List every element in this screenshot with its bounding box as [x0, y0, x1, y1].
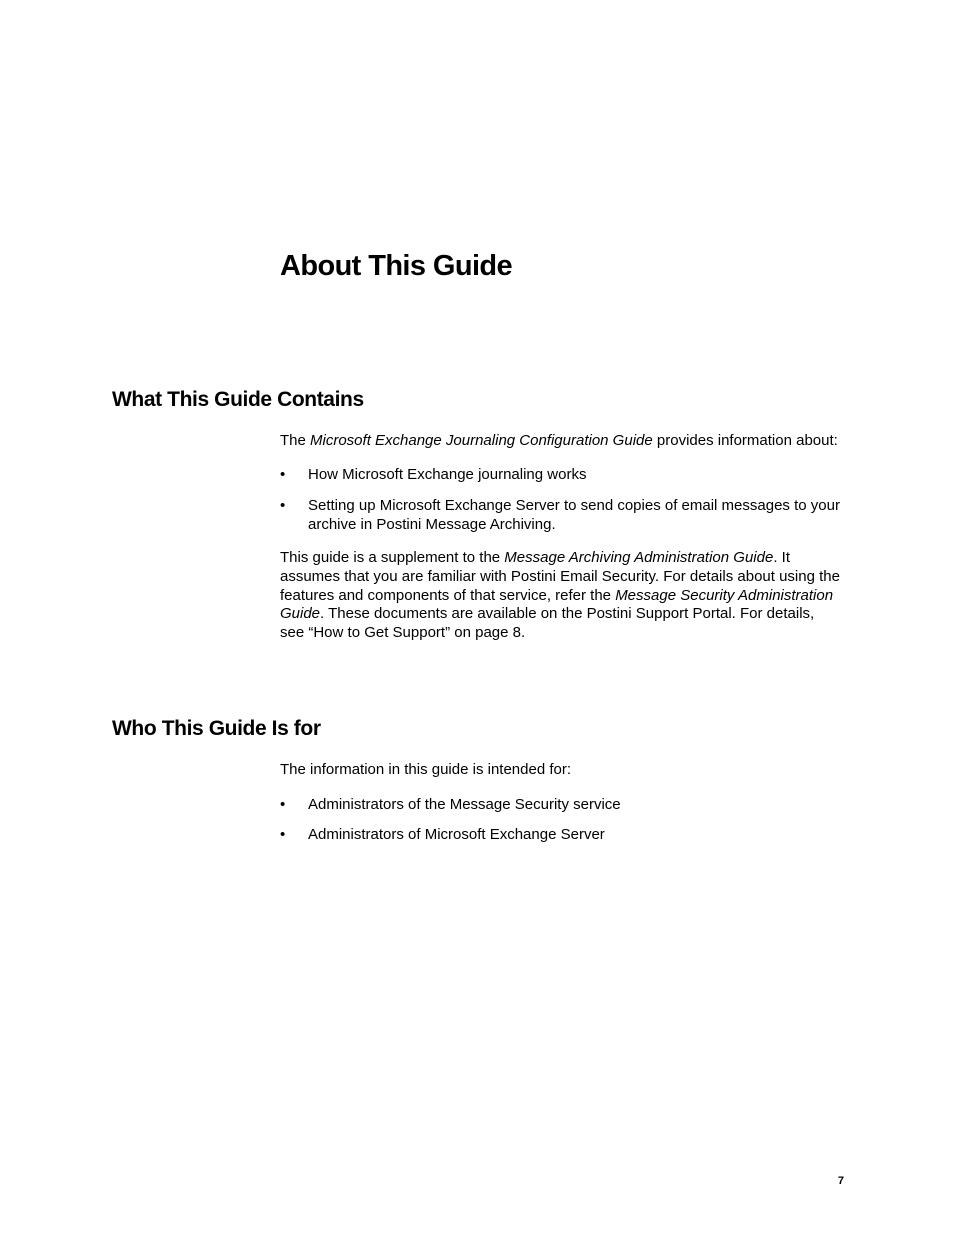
- security-guide-emphasis: Message Security Administration Guide: [280, 586, 834, 623]
- intro-paragraph: The Microsoft Exchange Journaling Configuration Guide provides information about:: [280, 432, 838, 449]
- supplement-paragraph: This guide is a supplement to the Message Archiving Administration Guide. It assumes that you are familiar with Postini Email Security. For details about using the features and components of that service, refer the Message Security Administration Guide. These documents are available on the Postini Support Portal. For details, see “How to Get Support” on page 8.: [280, 549, 840, 641]
- section-body-audience: [280, 761, 840, 845]
- list-item: [280, 796, 840, 815]
- page-number: 7: [837, 1175, 844, 1187]
- section-body-contents: [280, 432, 840, 642]
- contents-bullet-list: [280, 466, 840, 535]
- section-heading-audience: Who This Guide Is for: [112, 717, 321, 740]
- list-item-text: Administrators of Microsoft Exchange Server: [308, 826, 605, 844]
- list-item: [280, 497, 840, 534]
- audience-intro: The information in this guide is intended for:: [280, 761, 571, 778]
- section-heading-contents: What This Guide Contains: [112, 388, 364, 411]
- guide-title-emphasis: Microsoft Exchange Journaling Configuration Guide: [310, 432, 653, 449]
- list-item: [280, 826, 840, 845]
- page-title: About This Guide: [280, 250, 513, 282]
- bullet-icon: •: [280, 795, 286, 813]
- list-item: [280, 466, 840, 485]
- audience-bullet-list: [280, 796, 840, 845]
- list-item-text: Setting up Microsoft Exchange Server to send copies of email messages to your archive in Postini Message Archiving.: [308, 497, 840, 533]
- bullet-icon: •: [280, 497, 286, 515]
- list-item-text: Administrators of the Message Security service: [308, 795, 621, 813]
- bullet-icon: •: [280, 826, 286, 844]
- bullet-icon: •: [280, 465, 286, 483]
- archiving-guide-emphasis: Message Archiving Administration Guide: [504, 549, 774, 567]
- list-item-text: How Microsoft Exchange journaling works: [308, 465, 587, 483]
